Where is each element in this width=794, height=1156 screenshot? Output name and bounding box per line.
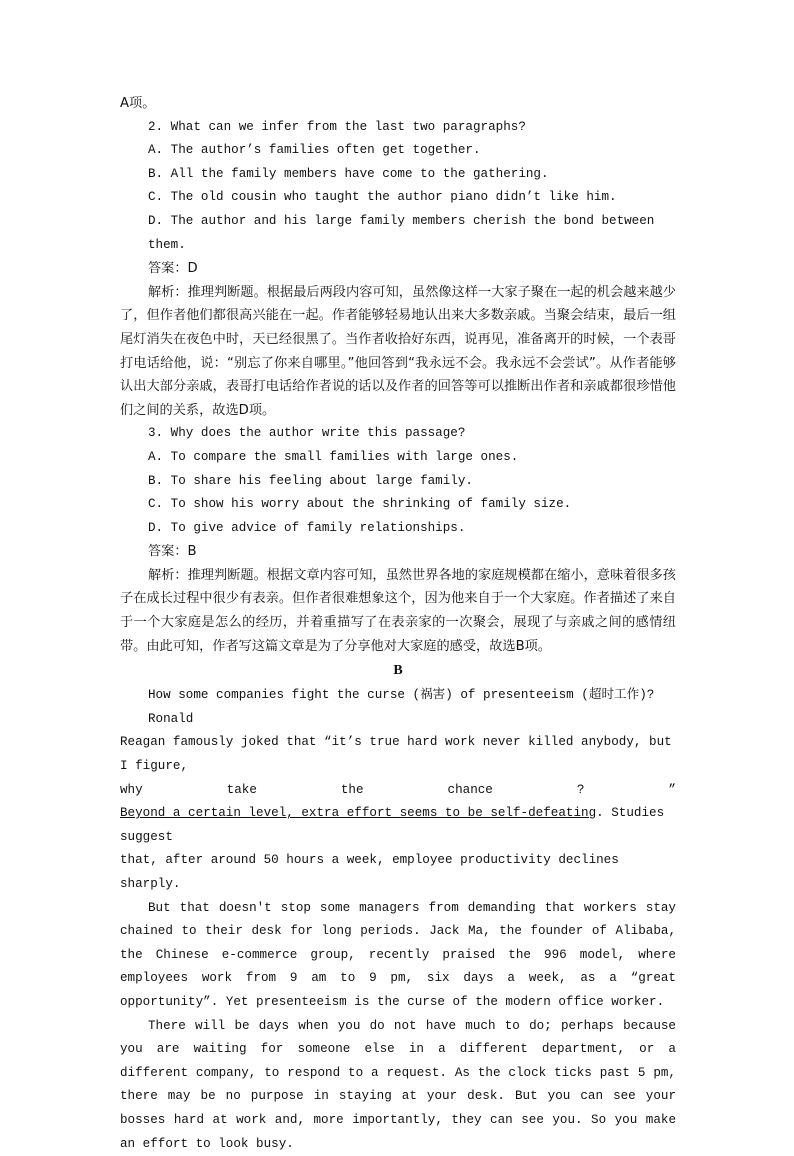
word: take [226, 782, 257, 797]
passage-p3: There will be days when you do not have much to do; perhaps because you are waiting for someone else in a different department, or a different company, to respond to a request. As the clock ticks past 5 pm, there may be no purpose in staying at your desk. But you can see your bosses hard at work and, more importantly, they can see you. So you make an effort to look busy. [120, 1018, 676, 1151]
q3-analysis: 解析：推理判断题。根据文章内容可知，虽然世界各地的家庭规模都在缩小，意味着很多孩子在成长过程中很少有表亲。但作者很难想象这个，因为他来自于一个大家庭。作者描述了来自于一个大家庭是怎么的经历，并着重描写了在表亲家的一次聚会，展现了与亲戚之间的感情纽带。由此可知，作者写这篇文章是为了分享他对大家庭的感受，故选B项。 [120, 567, 676, 654]
passage-p1-line3 [120, 779, 676, 803]
word: ? [576, 782, 585, 797]
word: the [340, 782, 364, 797]
q3-answer: 答案：B [148, 544, 197, 560]
word: chance [447, 782, 493, 797]
q3-option-a: A. To compare the small families with large ones. [148, 449, 519, 464]
passage-p1-line4 [120, 802, 676, 849]
q2-question: 2. What can we infer from the last two paragraphs? [148, 119, 526, 134]
section-b-title: B [393, 663, 403, 679]
word: why [120, 782, 143, 797]
q2-option-b: B. All the family members have come to the gathering. [148, 166, 549, 181]
passage-p1-line5: that, after around 50 hours a week, employee productivity declines sharply. [120, 853, 627, 891]
q2-analysis: 解析：推理判断题。根据最后两段内容可知，虽然像这样一大家子聚在一起的机会越来越少了，但作者他们都很高兴能在一起。作者能够轻易地认出来大多数亲戚。当聚会结束，最后一组尾灯消失在夜色中时，天已经很黑了。当作者收拾好东西，说再见，准备离开的时候，一个表哥打电话给他，说：“别忘了你来自哪里。”他回答到“我永远不会。我永远不会尝试”。从作者能够认出大部分亲戚，表哥打电话给作者说的话以及作者的回答等可以推断出作者和亲戚都很珍惜他们之间的关系，故选D项。 [120, 284, 676, 418]
q3-option-c: C. To show his worry about the shrinking of family size. [148, 497, 572, 512]
after-underline-text: . Studies suggest [120, 806, 672, 844]
q3-option-d: D. To give advice of family relationships. [148, 520, 466, 535]
passage-p1-line2: Reagan famously joked that “it’s true hard work never killed anybody, but I figure, [120, 735, 680, 774]
document-page [120, 92, 680, 1156]
q2-option-c: C. The old cousin who taught the author piano didn’t like him. [148, 190, 617, 205]
q2-option-a: A. The author’s families often get together. [148, 143, 481, 158]
passage-p1-line1: How some companies fight the curse (祸害) of presenteeism (超时工作)? Ronald [148, 688, 662, 726]
q2-answer: 答案：D [148, 261, 198, 277]
q3-option-b: B. To share his feeling about large family. [148, 473, 473, 488]
top-fragment: A项。 [120, 96, 156, 111]
q3-question: 3. Why does the author write this passage? [148, 426, 466, 441]
passage-p2: But that doesn't stop some managers from demanding that workers stay chained to their desk for long periods. Jack Ma, the founder of Alibaba, the Chinese e-commerce group, recently praised the 996 model, where employees work from 9 am to 9 pm, six days a week, as a “great opportunity”. Yet presenteeism is the curse of the modern office worker. [120, 900, 676, 1009]
q2-option-d: D. The author and his large family members cherish the bond between them. [148, 213, 662, 252]
underlined-sentence: Beyond a certain level, extra effort seems to be self-defeating [120, 806, 597, 821]
word: ” [668, 782, 676, 797]
